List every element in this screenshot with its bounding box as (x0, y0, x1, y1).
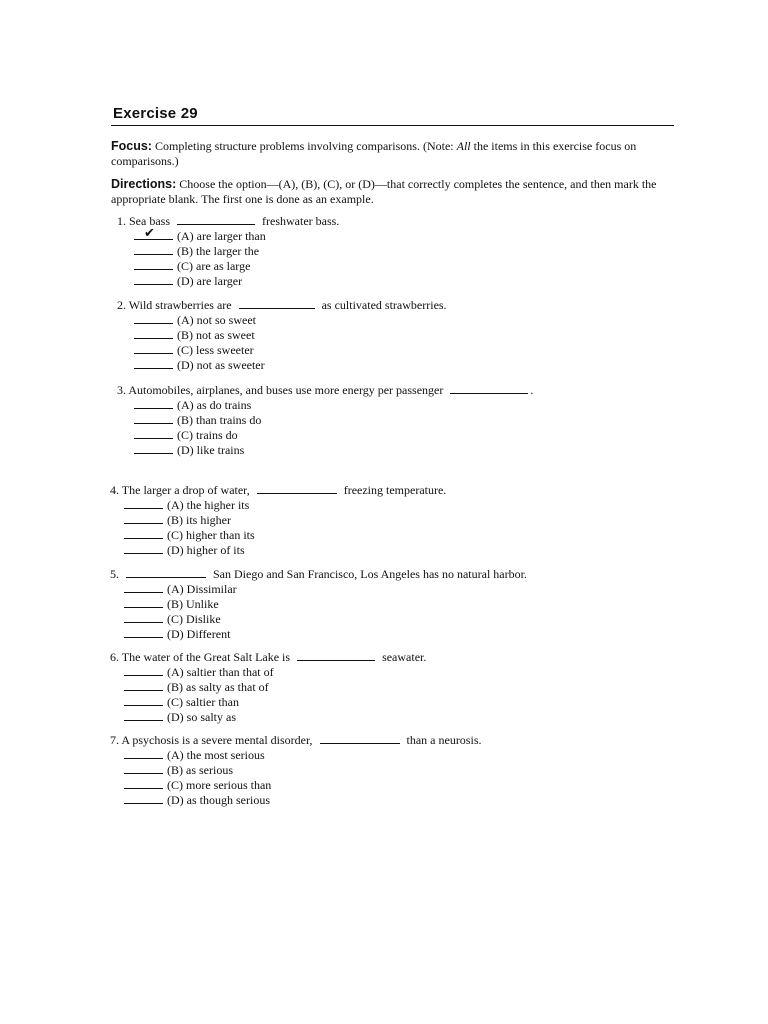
question-6 (110, 650, 426, 725)
question-text-after: freezing temperature. (343, 483, 447, 497)
question-text-after: freshwater bass. (262, 214, 340, 228)
option-blank[interactable] (124, 613, 163, 623)
question-3 (117, 383, 533, 458)
option-blank[interactable] (124, 666, 163, 676)
directions-label: Directions: (111, 177, 177, 191)
question-stem (117, 383, 533, 398)
option-row[interactable] (134, 398, 533, 413)
option-label: (D) higher of its (167, 543, 245, 557)
question-stem (110, 650, 426, 665)
option-label: (D) like trains (177, 443, 245, 457)
option-blank[interactable] (134, 245, 173, 255)
option-blank[interactable] (124, 681, 163, 691)
title-rule (111, 125, 674, 126)
option-row[interactable] (124, 680, 426, 695)
option-label: (D) Different (167, 627, 231, 641)
focus-text-after: the items in this exercise focus on comparisons.) (111, 139, 637, 168)
option-label: (C) trains do (177, 428, 238, 442)
directions-paragraph (111, 177, 671, 207)
option-row[interactable] (124, 695, 426, 710)
option-blank[interactable] (134, 226, 173, 241)
option-row[interactable] (134, 244, 339, 259)
question-number: 2. (117, 298, 126, 312)
question-number: 3. (117, 383, 126, 397)
option-label: (A) the higher its (167, 498, 250, 512)
option-label: (C) higher than its (167, 528, 255, 542)
option-blank[interactable] (124, 628, 163, 638)
option-blank[interactable] (134, 275, 173, 285)
option-blank[interactable] (134, 260, 173, 270)
option-label: (A) are larger than (177, 229, 266, 243)
focus-label: Focus: (111, 139, 152, 153)
option-row[interactable] (134, 313, 447, 328)
question-text-before: The water of the Great Salt Lake is (121, 650, 291, 664)
question-stem (110, 483, 446, 498)
option-label: (B) as serious (167, 763, 233, 777)
option-blank[interactable] (134, 399, 173, 409)
question-text-after: than a neurosis. (406, 733, 482, 747)
answer-blank (126, 568, 206, 578)
answer-blank (297, 651, 375, 661)
option-blank[interactable] (124, 749, 163, 759)
option-row[interactable] (124, 778, 481, 793)
question-2 (117, 298, 447, 373)
option-blank[interactable] (124, 696, 163, 706)
question-text-after: seawater. (382, 650, 427, 664)
option-blank[interactable] (134, 429, 173, 439)
option-row[interactable] (124, 582, 527, 597)
question-number: 5. (110, 567, 119, 581)
question-7 (110, 733, 481, 808)
answer-blank (177, 215, 255, 225)
option-row[interactable] (124, 710, 426, 725)
checkmark-icon: ✔ (144, 226, 155, 241)
option-label: (D) are larger (177, 274, 243, 288)
option-label: (B) Unlike (167, 597, 219, 611)
answer-blank (257, 484, 337, 494)
question-5 (110, 567, 527, 642)
option-blank[interactable] (134, 314, 173, 324)
option-row[interactable] (124, 665, 426, 680)
answer-blank (239, 299, 315, 309)
focus-text-before: Completing structure problems involving comparisons. (Note: (151, 139, 457, 153)
option-label: (A) as do trains (177, 398, 252, 412)
option-label: (C) more serious than (167, 778, 272, 792)
answer-blank (450, 384, 528, 394)
option-label: (A) not so sweet (177, 313, 256, 327)
option-row[interactable] (134, 413, 533, 428)
option-row[interactable] (124, 543, 446, 558)
option-blank[interactable] (124, 779, 163, 789)
option-row[interactable] (124, 513, 446, 528)
option-blank[interactable] (134, 444, 173, 454)
option-row[interactable] (124, 748, 481, 763)
question-4 (110, 483, 446, 558)
option-row[interactable] (124, 627, 527, 642)
question-text-after: San Diego and San Francisco, Los Angeles has no natural harbor. (213, 567, 527, 581)
option-row[interactable] (134, 428, 533, 443)
answer-blank (320, 734, 400, 744)
option-row[interactable] (134, 226, 339, 244)
option-blank[interactable] (134, 414, 173, 424)
option-label: (B) as salty as that of (167, 680, 269, 694)
question-number: 7. (110, 733, 119, 747)
option-blank[interactable] (124, 764, 163, 774)
option-label: (C) Dislike (167, 612, 221, 626)
question-text-after: as cultivated strawberries. (321, 298, 447, 312)
option-row[interactable] (124, 612, 527, 627)
option-label: (B) than trains do (177, 413, 262, 427)
option-row[interactable] (124, 498, 446, 513)
question-number: 1. (117, 214, 126, 228)
option-blank[interactable] (124, 529, 163, 539)
option-label: (A) Dissimilar (167, 582, 237, 596)
option-label: (B) its higher (167, 513, 231, 527)
option-blank[interactable] (124, 598, 163, 608)
option-label: (D) so salty as (167, 710, 236, 724)
option-label: (C) are as large (177, 259, 251, 273)
option-blank[interactable] (134, 329, 173, 339)
option-blank[interactable] (124, 711, 163, 721)
option-blank[interactable] (124, 499, 163, 509)
question-text-before: Wild strawberries are (128, 298, 232, 312)
question-text-before: Automobiles, airplanes, and buses use more energy per passenger (128, 383, 444, 397)
option-label: (B) the larger the (177, 244, 260, 258)
option-label: (C) less sweeter (177, 343, 254, 357)
page-title: Exercise 29 (113, 105, 198, 122)
question-number: 6. (110, 650, 119, 664)
option-label: (D) not as sweeter (177, 358, 265, 372)
focus-emphasis: All (456, 139, 471, 153)
question-1 (117, 214, 339, 289)
option-blank[interactable] (134, 344, 173, 354)
option-label: (A) the most serious (167, 748, 265, 762)
option-row[interactable] (134, 358, 447, 373)
question-text-after: . (530, 383, 534, 397)
option-blank[interactable] (124, 514, 163, 524)
option-row[interactable] (134, 343, 447, 358)
question-text-before: The larger a drop of water, (121, 483, 250, 497)
option-label: (B) not as sweet (177, 328, 255, 342)
option-row[interactable] (124, 763, 481, 778)
option-label: (A) saltier than that of (167, 665, 274, 679)
option-label: (C) saltier than (167, 695, 239, 709)
option-row[interactable] (124, 528, 446, 543)
option-row[interactable] (124, 597, 527, 612)
option-blank[interactable] (124, 544, 163, 554)
focus-paragraph (111, 139, 671, 169)
option-row[interactable] (134, 259, 339, 274)
option-row[interactable] (134, 328, 447, 343)
directions-text: Choose the option—(A), (B), (C), or (D)—that correctly completes the sentence, and then mark the appropriate blank. The first one is done as an example. (111, 177, 657, 206)
option-blank[interactable] (124, 794, 163, 804)
question-number: 4. (110, 483, 119, 497)
option-blank[interactable] (134, 359, 173, 369)
question-stem (110, 733, 481, 748)
option-row[interactable] (134, 274, 339, 289)
option-row[interactable] (134, 443, 533, 458)
question-text-before: Sea bass (129, 214, 170, 228)
option-blank[interactable] (124, 583, 163, 593)
question-text-before: A psychosis is a severe mental disorder, (121, 733, 313, 747)
question-stem (110, 567, 527, 582)
option-row[interactable] (124, 793, 481, 808)
question-stem (117, 298, 447, 313)
option-label: (D) as though serious (167, 793, 270, 807)
